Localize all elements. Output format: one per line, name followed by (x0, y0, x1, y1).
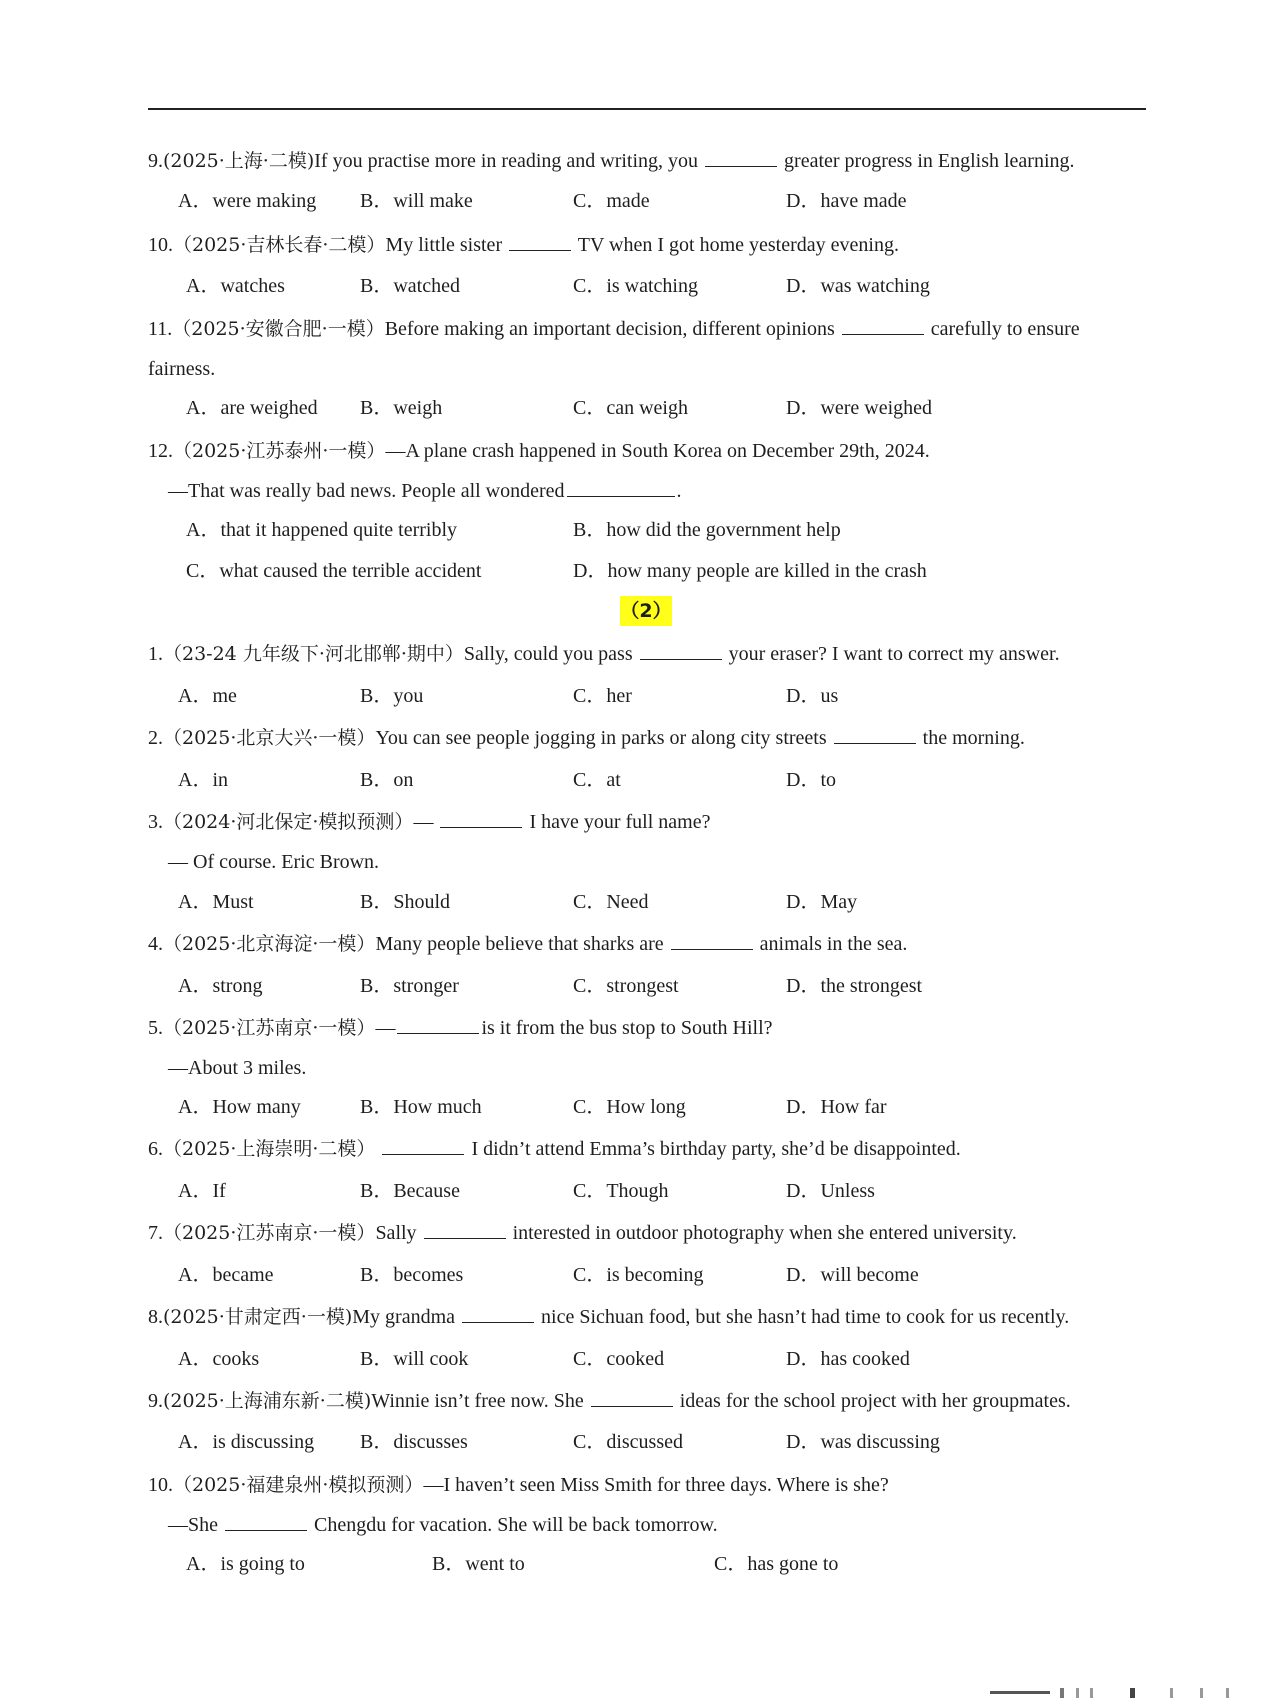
question-text-end: TV when I got home yesterday evening. (577, 234, 899, 256)
question-source: （2025·上海崇明·二模） (163, 1138, 376, 1160)
option-a[interactable]: A．that it happened quite terribly (186, 519, 458, 541)
option-c[interactable]: C．strongest (573, 975, 679, 997)
question-reply: — Of course. Eric Brown. (168, 851, 380, 873)
answer-blank[interactable] (640, 641, 722, 660)
question-p2-5 (148, 1015, 773, 1041)
option-a[interactable]: A．me (178, 685, 237, 707)
question-text: Before making an important decision, different opinions (384, 318, 835, 340)
question-source: （2025·北京大兴·一模） (163, 727, 376, 749)
question-number: 10. (148, 234, 173, 256)
reply-text-end: . (676, 480, 682, 502)
question-text-end: your eraser? I want to correct my answer. (728, 643, 1060, 665)
option-a[interactable]: A．is going to (186, 1553, 305, 1575)
option-d[interactable]: D．May (786, 891, 858, 913)
answer-blank[interactable] (382, 1136, 464, 1155)
question-number: 10. (148, 1474, 173, 1496)
option-b[interactable]: B．watched (360, 275, 460, 297)
option-d[interactable]: D．will become (786, 1264, 919, 1286)
option-d[interactable]: D．have made (786, 190, 907, 212)
header-rule (148, 108, 1146, 110)
option-b[interactable]: B．stronger (360, 975, 459, 997)
option-b[interactable]: B．How much (360, 1096, 482, 1118)
question-p2-9 (148, 1388, 1071, 1414)
question-text-end: the morning. (922, 727, 1025, 749)
question-number: 9. (148, 1390, 163, 1412)
question-source: (2025·上海浦东新·二模) (163, 1390, 372, 1412)
answer-blank[interactable] (225, 1512, 307, 1531)
scroll-indicator[interactable] (990, 1686, 1270, 1700)
question-source: (2025·上海·二模) (163, 150, 315, 172)
option-a[interactable]: A．How many (178, 1096, 301, 1118)
answer-blank[interactable] (424, 1220, 506, 1239)
option-a[interactable]: A．cooks (178, 1348, 260, 1370)
option-c[interactable]: C．is watching (573, 275, 698, 297)
option-a[interactable]: A．If (178, 1180, 226, 1202)
question-p1-10 (148, 232, 899, 258)
question-number: 6. (148, 1138, 163, 1160)
question-p1-12 (148, 438, 930, 464)
option-b[interactable]: B．weigh (360, 397, 443, 419)
question-number: 9. (148, 150, 163, 172)
question-number: 3. (148, 811, 163, 833)
reply-text: —She (168, 1514, 218, 1536)
option-a[interactable]: A．Must (178, 891, 254, 913)
option-b[interactable]: B．becomes (360, 1264, 464, 1286)
question-number: 12. (148, 440, 173, 462)
question-source: （2025·江苏南京·一模） (163, 1222, 376, 1244)
option-a[interactable]: A．watches (186, 275, 285, 297)
option-a[interactable]: A．were making (178, 190, 317, 212)
question-p2-10 (148, 1472, 889, 1498)
question-source: （2024·河北保定·模拟预测） (163, 811, 414, 833)
option-c[interactable]: C．How long (573, 1096, 686, 1118)
option-c[interactable]: C．is becoming (573, 1264, 704, 1286)
question-source: （2025·吉林长春·二模） (173, 234, 386, 256)
answer-blank[interactable] (462, 1304, 534, 1323)
option-d[interactable]: D．were weighed (786, 397, 933, 419)
option-b[interactable]: B．you (360, 685, 424, 707)
option-d[interactable]: D．how many people are killed in the crash (573, 560, 927, 582)
question-number: 2. (148, 727, 163, 749)
question-text-end: ideas for the school project with her groupmates. (679, 1390, 1071, 1412)
option-c[interactable]: C．Though (573, 1180, 669, 1202)
option-d[interactable]: D．Unless (786, 1180, 875, 1202)
question-reply (168, 1512, 718, 1538)
option-c[interactable]: C．cooked (573, 1348, 665, 1370)
option-d[interactable]: D．was watching (786, 275, 930, 297)
option-d[interactable]: D．us (786, 685, 839, 707)
option-b[interactable]: B．went to (432, 1553, 525, 1575)
option-c[interactable]: C．her (573, 685, 632, 707)
question-text: My grandma (352, 1306, 456, 1328)
option-a[interactable]: A．in (178, 769, 228, 791)
question-number: 1. (148, 643, 163, 665)
option-c[interactable]: C．discussed (573, 1431, 683, 1453)
option-d[interactable]: D．the strongest (786, 975, 923, 997)
option-a[interactable]: A．is discussing (178, 1431, 315, 1453)
question-text: My little sister (385, 234, 503, 256)
option-a[interactable]: A．strong (178, 975, 263, 997)
question-p2-4 (148, 931, 907, 957)
question-number: 5. (148, 1017, 163, 1039)
question-p2-6 (148, 1136, 961, 1162)
question-source: （2025·安徽合肥·一模） (172, 318, 385, 340)
question-reply: —About 3 miles. (168, 1057, 307, 1079)
answer-blank[interactable] (591, 1388, 673, 1407)
question-p2-3 (148, 809, 710, 835)
question-text: You can see people jogging in parks or along city streets (375, 727, 827, 749)
answer-blank[interactable] (834, 725, 916, 744)
answer-blank[interactable] (705, 148, 777, 167)
answer-blank[interactable] (842, 316, 924, 335)
question-text: If you practise more in reading and writing, you (314, 150, 699, 172)
question-p2-1 (148, 641, 1060, 667)
option-b[interactable]: B．on (360, 769, 414, 791)
option-c[interactable]: C．can weigh (573, 397, 688, 419)
option-b[interactable]: B．how did the government help (573, 519, 841, 541)
question-source: （2025·江苏南京·一模） (163, 1017, 376, 1039)
option-c[interactable]: C．at (573, 769, 621, 791)
question-source: （2025·福建泉州·模拟预测） (173, 1474, 424, 1496)
option-b[interactable]: B．discusses (360, 1431, 468, 1453)
question-source: （2025·北京海淀·一模） (163, 933, 376, 955)
question-text-end: greater progress in English learning. (784, 150, 1075, 172)
question-number: 11. (148, 318, 173, 340)
question-text: Sally (375, 1222, 417, 1244)
question-p2-2 (148, 725, 1025, 751)
question-text-end: I didn’t attend Emma’s birthday party, she’d be disappointed. (471, 1138, 961, 1160)
question-text: —I haven’t seen Miss Smith for three days. Where is she? (423, 1474, 889, 1496)
reply-text-end: Chengdu for vacation. She will be back tomorrow. (314, 1514, 718, 1536)
option-c[interactable]: C．has gone to (714, 1553, 839, 1575)
question-source: (2025·甘肃定西·一模) (163, 1306, 353, 1328)
question-text: Many people believe that sharks are (375, 933, 664, 955)
question-source: （23-24 九年级下·河北邯郸·期中） (163, 643, 464, 665)
question-text: — (375, 1017, 396, 1039)
option-a[interactable]: A．became (178, 1264, 274, 1286)
answer-blank[interactable] (397, 1015, 479, 1034)
question-text-end: is it from the bus stop to South Hill? (481, 1017, 773, 1039)
question-text-end: interested in outdoor photography when she entered university. (512, 1222, 1017, 1244)
question-text-end: I have your full name? (529, 811, 711, 833)
option-d[interactable]: D．was discussing (786, 1431, 940, 1453)
question-number: 7. (148, 1222, 163, 1244)
answer-blank[interactable] (440, 809, 522, 828)
question-text-end: animals in the sea. (759, 933, 908, 955)
answer-blank[interactable] (509, 232, 571, 251)
question-p2-7 (148, 1220, 1017, 1246)
question-p1-9 (148, 148, 1075, 174)
section-heading: （2） (620, 596, 672, 626)
option-d[interactable]: D．has cooked (786, 1348, 910, 1370)
option-c[interactable]: C．made (573, 190, 650, 212)
option-c[interactable]: C．Need (573, 891, 649, 913)
question-text-end: nice Sichuan food, but she hasn’t had time to cook for us recently. (541, 1306, 1070, 1328)
option-b[interactable]: B．Should (360, 891, 451, 913)
question-text: Sally, could you pass (463, 643, 633, 665)
question-text: — (413, 811, 434, 833)
option-d[interactable]: D．to (786, 769, 836, 791)
question-reply (168, 478, 682, 504)
question-text: Winnie isn’t free now. She (371, 1390, 584, 1412)
question-text: —A plane crash happened in South Korea on December 29th, 2024. (385, 440, 930, 462)
option-c[interactable]: C．what caused the terrible accident (186, 560, 482, 582)
question-continuation: fairness. (148, 358, 216, 380)
option-a[interactable]: A．are weighed (186, 397, 318, 419)
answer-blank[interactable] (567, 478, 675, 497)
option-d[interactable]: D．How far (786, 1096, 887, 1118)
question-text-end: carefully to ensure (930, 318, 1080, 340)
option-b[interactable]: B．will make (360, 190, 473, 212)
question-number: 8. (148, 1306, 163, 1328)
question-p2-8 (148, 1304, 1069, 1330)
reply-text: —That was really bad news. People all wondered (168, 480, 565, 502)
question-number: 4. (148, 933, 163, 955)
option-b[interactable]: B．will cook (360, 1348, 469, 1370)
answer-blank[interactable] (671, 931, 753, 950)
question-p1-11 (148, 316, 1080, 342)
option-b[interactable]: B．Because (360, 1180, 460, 1202)
question-source: （2025·江苏泰州·一模） (173, 440, 386, 462)
